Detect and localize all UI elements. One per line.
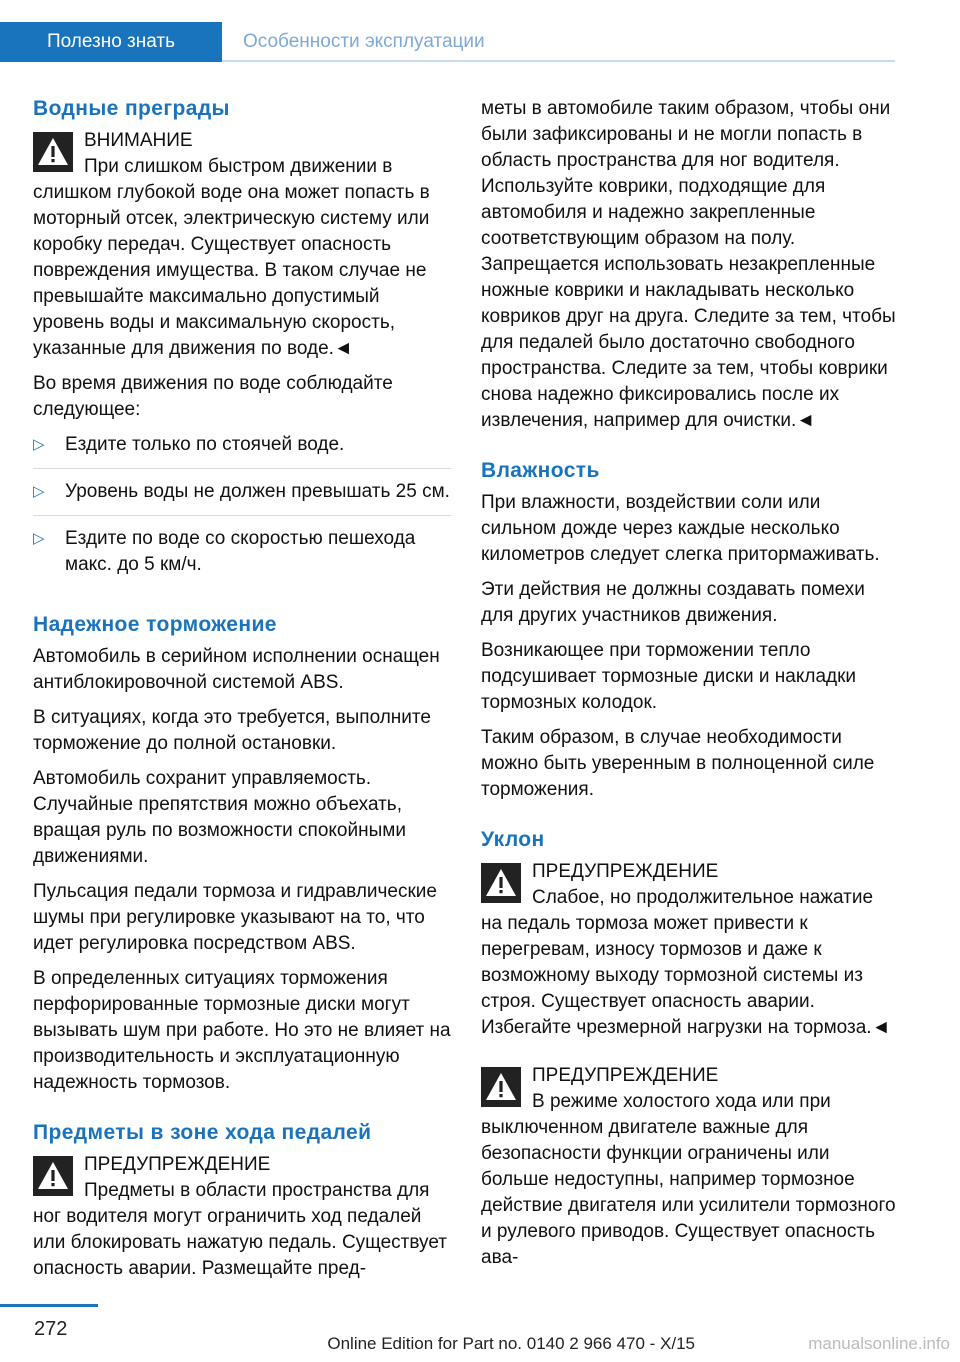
heading-water: Водные преграды (33, 97, 230, 120)
warning-text: В режиме холостого хода или при выключенном двигателе важные для безопасности функции ограничены или больше недоступны, например тормозное действие двигателя или усилители тормозного и рулевого приводов. Существует опасность ава- (481, 1091, 896, 1268)
humidity-paragraph: При влажности, воздействии соли или сильном дожде через каждые несколько километров следует слегка притормаживать. (481, 492, 880, 565)
warning-water (33, 128, 451, 362)
warning-icon (481, 863, 521, 903)
tab-useful-info[interactable]: Полезно знать (0, 22, 222, 62)
heading-pedals: Предметы в зоне хода педалей (33, 1121, 372, 1144)
right-column (481, 96, 899, 1280)
humidity-paragraph: Возникающее при торможении тепло подсушивает тормозные диски и накладки тормозных колодок. (481, 640, 857, 713)
bullet-triangle-icon: ▷ (33, 530, 45, 547)
warning-slope-1 (481, 859, 899, 1041)
left-column (33, 96, 451, 1291)
braking-paragraph: В определенных ситуациях торможения перфорированные тормозные диски могут вызывать шум при работе. Но это не влияет на производительность и эксплуатационную надежность тормозов. (33, 968, 451, 1093)
warning-text: Предметы в области пространства для ног водителя могут ограничить ход педалей или блокировать нажатую педаль. Существует опасность аварии. Размещайте пред- (33, 1180, 447, 1279)
humidity-paragraph: Таким образом, в случае необходимости можно быть уверенным в полноценной силе торможения. (481, 727, 875, 800)
warning-icon (481, 1067, 521, 1107)
warning-slope-2 (481, 1063, 899, 1271)
warning-text: При слишком быстром движении в слишком глубокой воде она может попасть в моторный отсек, электрическую систему или коробку передач. Существует опасность повреждения имущества. В таком случае не превышайте максимально допустимый уровень воды и максимальную скорость, указанные для движения по воде.◄ (33, 156, 430, 359)
tab-operation-features[interactable]: Особенности эксплуатации (243, 31, 485, 52)
bullet-triangle-icon: ▷ (33, 436, 45, 453)
tab-divider (222, 60, 895, 62)
water-bullet-list (33, 432, 451, 588)
warning-text: Слабое, но продолжительное нажатие на педаль тормоза может привести к перегревам, износу тормозов и даже к возможному выходу тормозной системы из строя. Существует опасность аварии. Избегайте чрезмерной нагрузки на тормоза.◄ (481, 887, 891, 1038)
header-tabs (0, 22, 895, 64)
warning-pedals (33, 1152, 451, 1282)
warning-title: ВНИМАНИЕ (84, 130, 193, 151)
braking-paragraph: В ситуациях, когда это требуется, выполните торможение до полной остановки. (33, 707, 431, 754)
warning-icon (33, 132, 73, 172)
list-item: ▷ Уровень воды не должен превышать 25 см. (33, 479, 451, 516)
page-number: 272 (34, 1318, 68, 1340)
water-intro: Во время движения по воде соблюдайте следующее: (33, 373, 393, 420)
heading-braking: Надежное торможение (33, 613, 277, 636)
bullet-triangle-icon: ▷ (33, 483, 45, 500)
braking-paragraph: Пульсация педали тормоза и гидравлические шумы при регулировке указывают на то, что идет регулировка посредством ABS. (33, 881, 437, 954)
warning-title: ПРЕДУПРЕЖДЕНИЕ (84, 1154, 271, 1175)
warning-title: ПРЕДУПРЕЖДЕНИЕ (532, 1065, 719, 1086)
warning-icon (33, 1156, 73, 1196)
braking-paragraph: Автомобиль сохранит управляемость. Случайные препятствия можно объехать, вращая руль по возможности спокойными движениями. (33, 768, 406, 867)
braking-paragraph: Автомобиль в серийном исполнении оснащен антиблокировочной системой ABS. (33, 646, 440, 693)
edition-footer: Online Edition for Part no. 0140 2 966 470 - X/15 (327, 1334, 695, 1353)
heading-humidity: Влажность (481, 459, 600, 482)
list-item: ▷ Ездите по воде со скоростью пешехода макс. до 5 км/ч. (33, 528, 416, 575)
watermark: manualsonline.info (808, 1334, 950, 1353)
humidity-paragraph: Эти действия не должны создавать помехи для других участников движения. (481, 579, 865, 626)
pedals-continued: меты в автомобиле таким образом, чтобы они были зафиксированы и не могли попасть в область пространства для ног водителя. Используйте коврики, подходящие для автомобиля и надежно закрепленные соответствующим образом на полу. Запрещается использовать незакрепленные ножные коврики и накладывать несколько ковриков друг на друга. Следите за тем, чтобы для педалей было достаточно свободного пространства. Следите за тем, чтобы коврики снова надежно фиксировались после их извлечения, например для очистки.◄ (481, 98, 896, 431)
page-number-rule (0, 1304, 98, 1307)
heading-slope: Уклон (481, 828, 545, 851)
warning-title: ПРЕДУПРЕЖДЕНИЕ (532, 861, 719, 882)
list-item: ▷ Ездите только по стоячей воде. (33, 432, 451, 469)
